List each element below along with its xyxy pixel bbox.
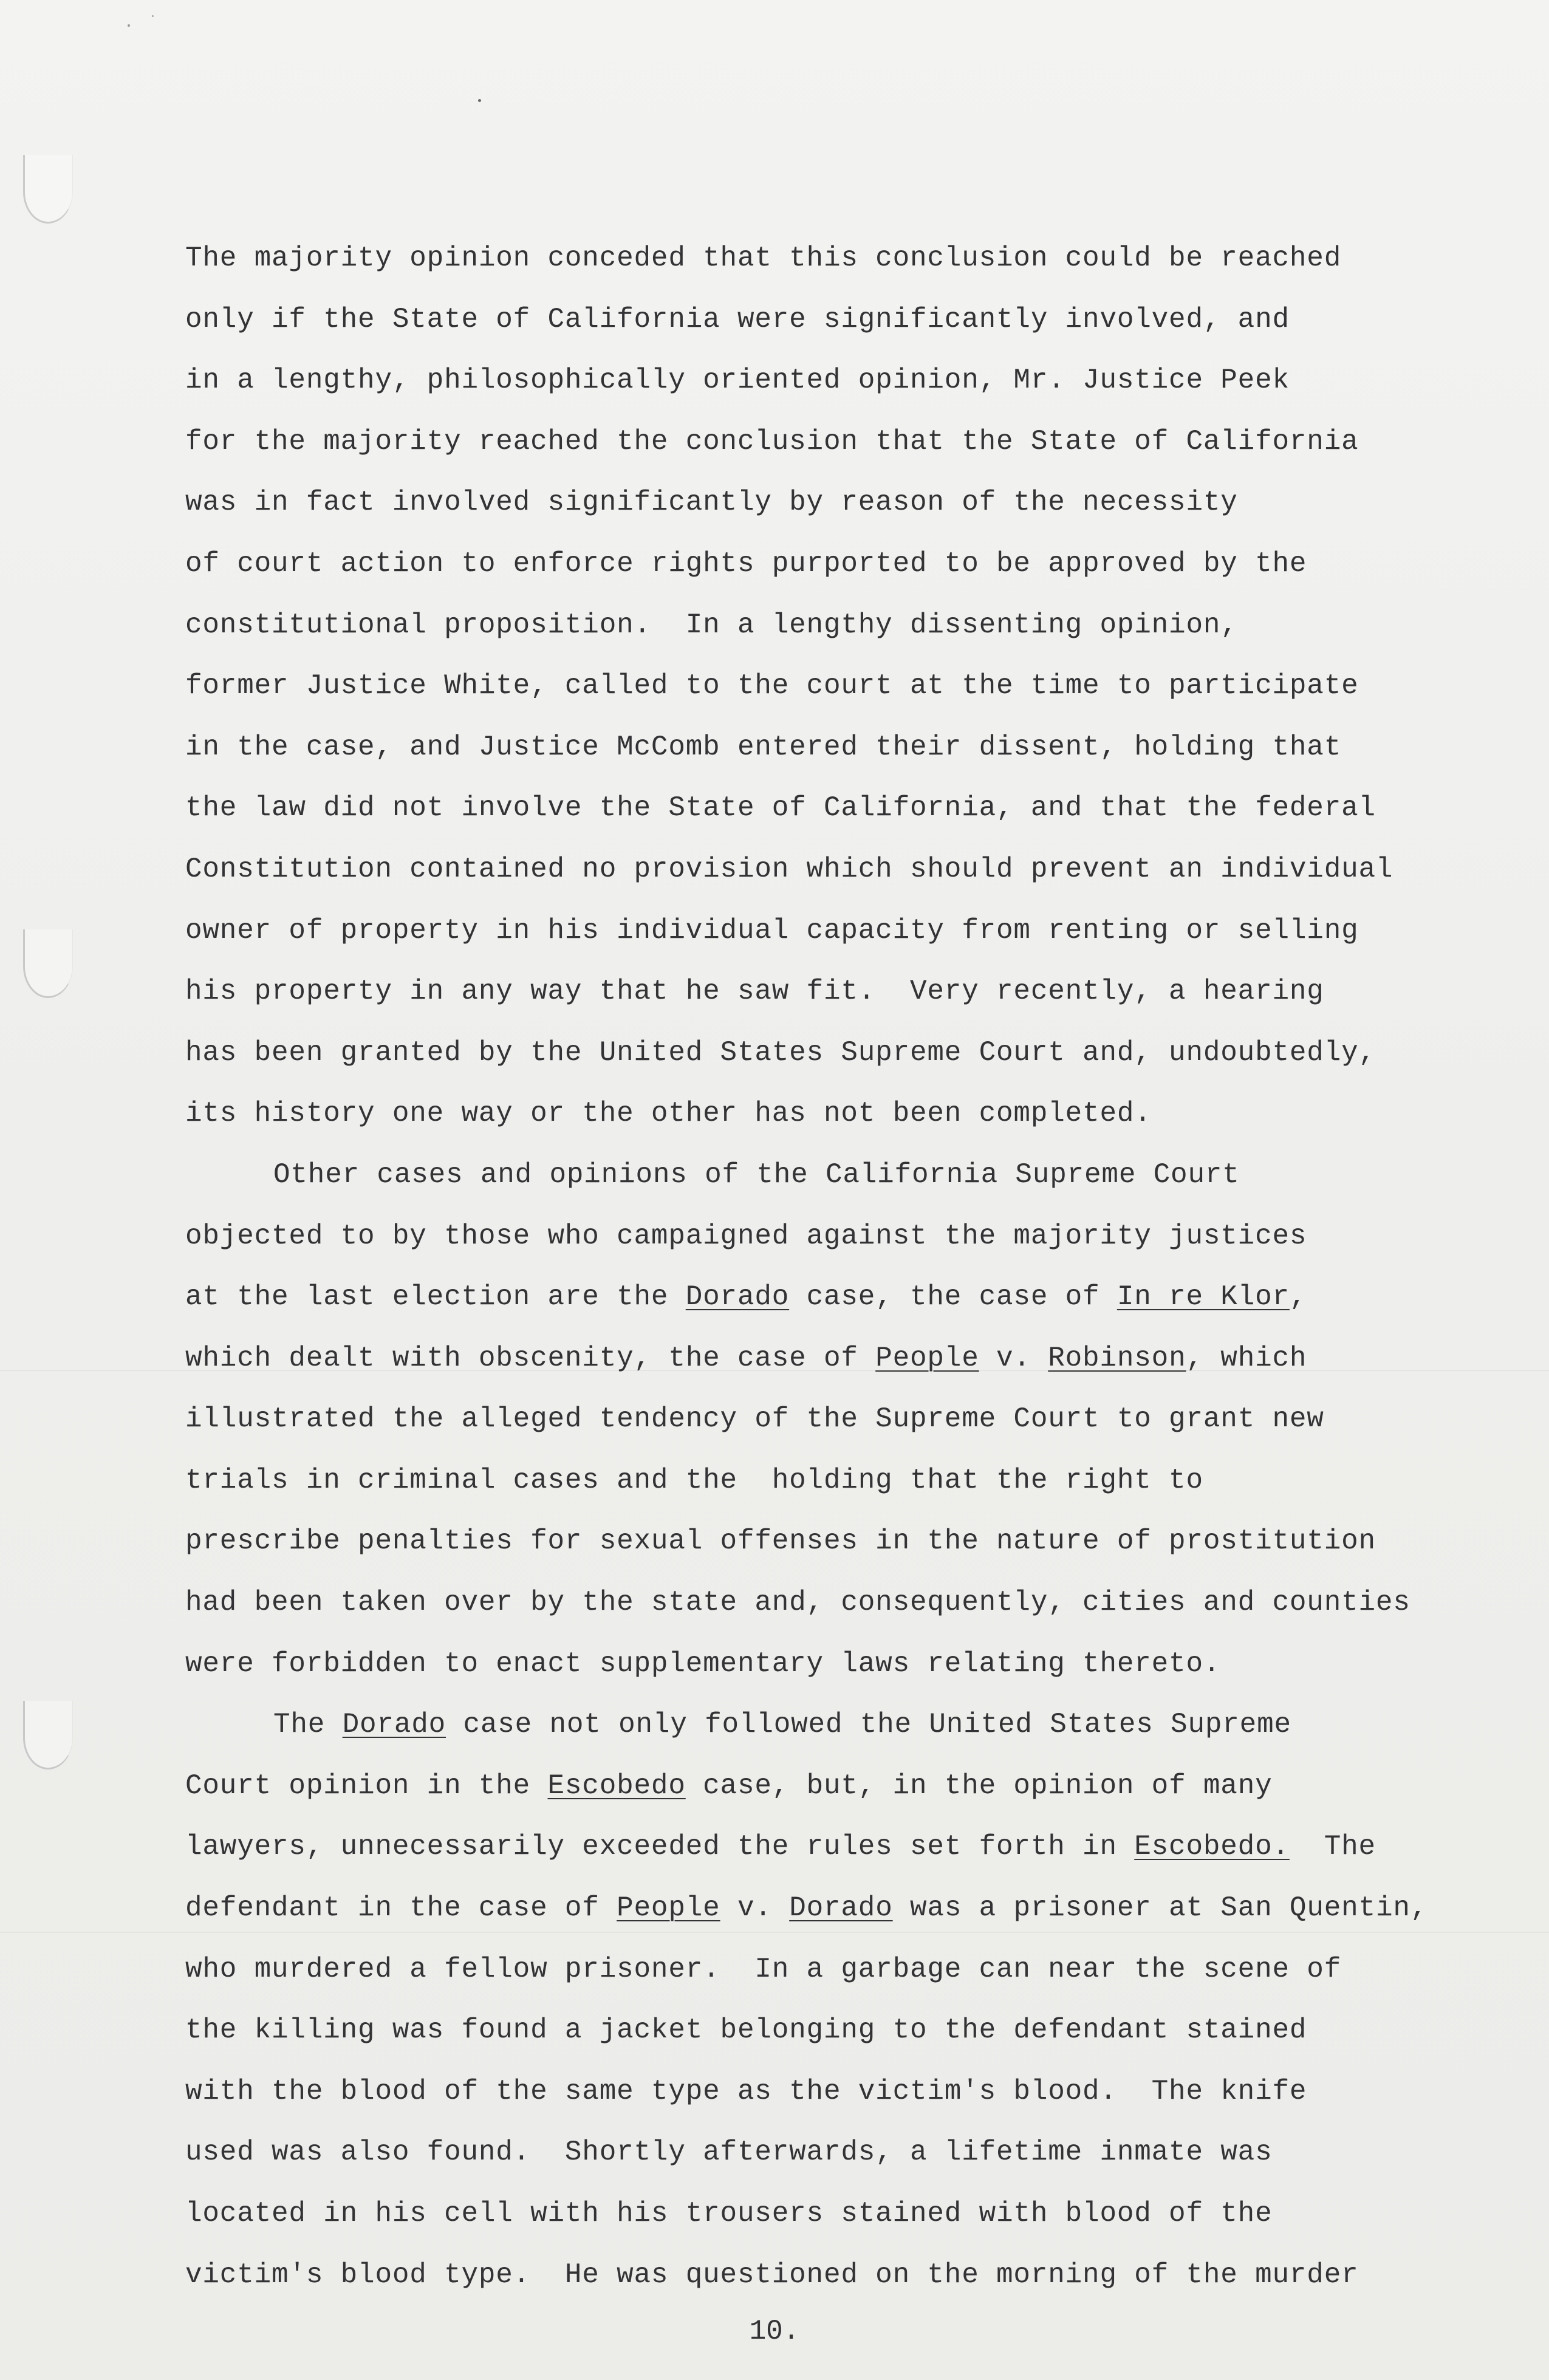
text-line bbox=[185, 1756, 1522, 1817]
text-line bbox=[185, 595, 1522, 656]
text-segment: owner of property in his individual capacity from renting or selling bbox=[185, 914, 1359, 946]
punch-hole-icon bbox=[23, 1701, 73, 1770]
text-line bbox=[185, 1633, 1522, 1695]
text-line bbox=[185, 1572, 1522, 1633]
punch-hole-icon bbox=[23, 929, 73, 998]
page-number: 10. bbox=[749, 2316, 800, 2347]
text-line bbox=[185, 839, 1522, 900]
case-name: People bbox=[875, 1342, 979, 1374]
text-line bbox=[185, 289, 1522, 351]
text-segment: victim's blood type. He was questioned on the morning of the murder bbox=[185, 2259, 1359, 2291]
text-line bbox=[185, 1267, 1522, 1328]
case-name: Dorado bbox=[685, 1281, 790, 1313]
text-segment: located in his cell with his trousers stained with blood of the bbox=[185, 2198, 1273, 2229]
text-segment: with the blood of the same type as the victim's blood. The knife bbox=[185, 2075, 1307, 2107]
text-segment: has been granted by the United States Supreme Court and, undoubtedly, bbox=[185, 1036, 1376, 1069]
text-segment: case, but, in the opinion of many bbox=[685, 1770, 1273, 1802]
text-line bbox=[185, 1083, 1522, 1144]
text-line bbox=[185, 778, 1522, 839]
text-segment: v. bbox=[979, 1342, 1048, 1374]
text-line bbox=[185, 1694, 1522, 1756]
text-segment: for the majority reached the conclusion that the State of California bbox=[185, 425, 1359, 457]
ink-speck bbox=[478, 99, 481, 102]
text-segment: at the last election are the bbox=[185, 1281, 686, 1313]
text-line bbox=[185, 717, 1522, 778]
text-segment: in the case, and Justice McComb entered their dissent, holding that bbox=[185, 731, 1342, 763]
text-segment: Court opinion in the bbox=[185, 1770, 548, 1802]
text-segment: were forbidden to enact supplementary laws relating thereto. bbox=[185, 1647, 1221, 1680]
case-name: In re Klor bbox=[1116, 1281, 1290, 1313]
case-name: Escobedo bbox=[547, 1770, 686, 1802]
text-line bbox=[185, 1816, 1522, 1878]
text-line bbox=[185, 533, 1522, 595]
text-segment: Other cases and opinions of the California Supreme Court bbox=[273, 1158, 1240, 1191]
text-segment: defendant in the case of bbox=[185, 1892, 617, 1924]
text-line bbox=[185, 228, 1522, 289]
text-segment: illustrated the alleged tendency of the Supreme Court to grant new bbox=[185, 1403, 1324, 1435]
text-line bbox=[185, 2183, 1522, 2245]
text-line bbox=[185, 1328, 1522, 1389]
text-line bbox=[185, 1939, 1522, 2000]
text-segment: which dealt with obscenity, the case of bbox=[185, 1342, 876, 1374]
text-segment: who murdered a fellow prisoner. In a garbage can near the scene of bbox=[185, 1953, 1342, 1985]
text-line bbox=[185, 2122, 1522, 2183]
text-segment: case, the case of bbox=[789, 1281, 1117, 1313]
text-segment: v. bbox=[720, 1892, 790, 1924]
text-line bbox=[185, 961, 1522, 1022]
text-line bbox=[185, 1389, 1522, 1450]
text-segment: trials in criminal cases and the holding that the right to bbox=[185, 1464, 1203, 1496]
text-segment: , which bbox=[1186, 1342, 1307, 1374]
text-line bbox=[185, 1450, 1522, 1511]
text-segment: The bbox=[1289, 1831, 1376, 1863]
text-segment: The majority opinion conceded that this conclusion could be reached bbox=[185, 242, 1342, 274]
case-name: Escobedo. bbox=[1134, 1831, 1290, 1863]
text-segment: his property in any way that he saw fit. Very recently, a hearing bbox=[185, 976, 1324, 1008]
text-line bbox=[185, 1206, 1522, 1267]
text-segment: the law did not involve the State of California, and that the federal bbox=[185, 792, 1376, 824]
text-line bbox=[185, 1144, 1522, 1206]
case-name: People bbox=[617, 1892, 720, 1924]
text-segment: , bbox=[1289, 1281, 1307, 1313]
text-segment: lawyers, unnecessarily exceeded the rules set forth in bbox=[185, 1831, 1135, 1863]
text-segment: The bbox=[273, 1709, 343, 1741]
text-segment: in a lengthy, philosophically oriented opinion, Mr. Justice Peek bbox=[185, 364, 1290, 397]
text-segment: objected to by those who campaigned against the majority justices bbox=[185, 1220, 1307, 1252]
text-line bbox=[185, 411, 1522, 473]
text-segment: prescribe penalties for sexual offenses in the nature of prostitution bbox=[185, 1525, 1376, 1558]
text-segment: used was also found. Shortly afterwards, a lifetime inmate was bbox=[185, 2136, 1273, 2169]
text-line bbox=[185, 1878, 1522, 1939]
text-segment: case not only followed the United States Supreme bbox=[446, 1709, 1291, 1741]
case-name: Dorado bbox=[342, 1709, 446, 1741]
text-line bbox=[185, 2061, 1522, 2122]
body-text bbox=[185, 228, 1522, 2305]
text-segment: the killing was found a jacket belonging to the defendant stained bbox=[185, 2014, 1307, 2047]
text-segment: Constitution contained no provision which should prevent an individual bbox=[185, 853, 1393, 885]
text-segment: had been taken over by the state and, consequently, cities and counties bbox=[185, 1587, 1411, 1619]
text-line bbox=[185, 1511, 1522, 1572]
text-segment: constitutional proposition. In a lengthy dissenting opinion, bbox=[185, 609, 1238, 641]
text-segment: of court action to enforce rights purported to be approved by the bbox=[185, 547, 1307, 580]
case-name: Dorado bbox=[789, 1892, 893, 1924]
ink-speck bbox=[128, 24, 130, 27]
text-line bbox=[185, 2000, 1522, 2061]
text-line bbox=[185, 2245, 1522, 2306]
text-line bbox=[185, 900, 1522, 962]
case-name: Robinson bbox=[1048, 1342, 1186, 1374]
punch-hole-icon bbox=[23, 155, 73, 224]
text-line bbox=[185, 350, 1522, 411]
text-segment: former Justice White, called to the court at the time to participate bbox=[185, 670, 1359, 702]
text-segment: its history one way or the other has not been completed. bbox=[185, 1098, 1152, 1130]
text-segment: was in fact involved significantly by reason of the necessity bbox=[185, 487, 1238, 519]
text-line bbox=[185, 1022, 1522, 1084]
text-line bbox=[185, 655, 1522, 717]
text-line bbox=[185, 472, 1522, 533]
text-segment: only if the State of California were significantly involved, and bbox=[185, 303, 1290, 335]
ink-speck bbox=[152, 15, 154, 17]
text-segment: was a prisoner at San Quentin, bbox=[892, 1892, 1428, 1924]
